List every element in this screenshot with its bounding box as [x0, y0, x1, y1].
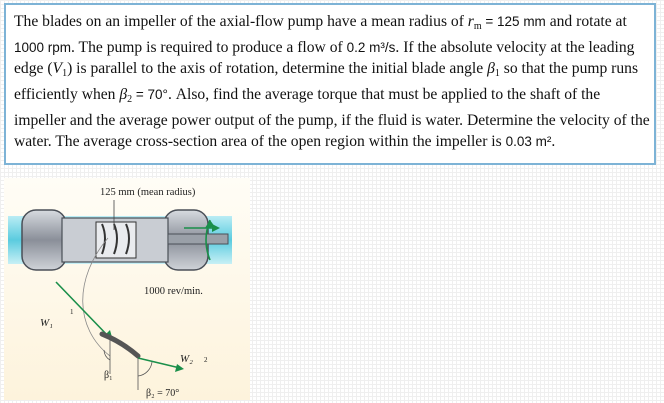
subscript-m: m — [473, 21, 482, 32]
text-segment: and rotate at — [545, 13, 627, 30]
w2-label: W₂ — [180, 353, 193, 365]
value-beta2: = 70° — [132, 87, 168, 102]
text-segment: . The pump is required to produce a flow of — [71, 39, 347, 56]
beta2-label: β₂ = 70° — [146, 388, 180, 399]
text-segment: The blades on an impeller of the axial-flow pump have a mean radius of — [14, 13, 468, 30]
pump-shaft — [168, 234, 228, 244]
text-segment: ) is parallel to the axis of rotation, determine the initial blade angle — [67, 60, 488, 77]
text-segment: . If the absolute velocity at the leading edge ( — [14, 39, 635, 77]
value-rpm: 1000 rpm — [14, 40, 72, 55]
problem-text — [14, 11, 650, 152]
value-flow: 0.2 m³/s — [346, 40, 396, 55]
symbol-v: V — [52, 60, 63, 77]
text-segment: . — [551, 133, 556, 150]
w1-label: W₁ — [40, 317, 53, 329]
value-area: 0.03 m² — [505, 134, 552, 149]
text-segment: . Also, find the average torque that must be applied to the shaft of the impeller and the average power output of the pump, if the fluid is water. Determine the velocity of the water. The average cross-section area of the open region within the impeller is — [14, 86, 650, 150]
symbol-beta2: β — [119, 86, 128, 103]
radius-label: 125 mm (mean radius) — [100, 187, 196, 198]
symbol-rm: r — [467, 13, 474, 30]
beta1-label: β₁ — [104, 370, 113, 381]
pump-housing-left — [22, 210, 66, 270]
text-segment: so that the pump runs efficiently when — [14, 60, 639, 103]
pump-figure — [4, 178, 250, 400]
symbol-beta1: β — [487, 60, 495, 77]
value-radius: = 125 mm — [481, 14, 546, 29]
subscript-1: 1 — [494, 68, 500, 79]
subscript-2: 2 — [127, 94, 133, 105]
subscript-1: 1 — [62, 68, 68, 79]
problem-statement — [4, 3, 656, 165]
speed-label: 1000 rev/min. — [144, 286, 203, 297]
tick-label-1: 1 — [70, 308, 74, 316]
tick-label-2: 2 — [204, 356, 208, 364]
